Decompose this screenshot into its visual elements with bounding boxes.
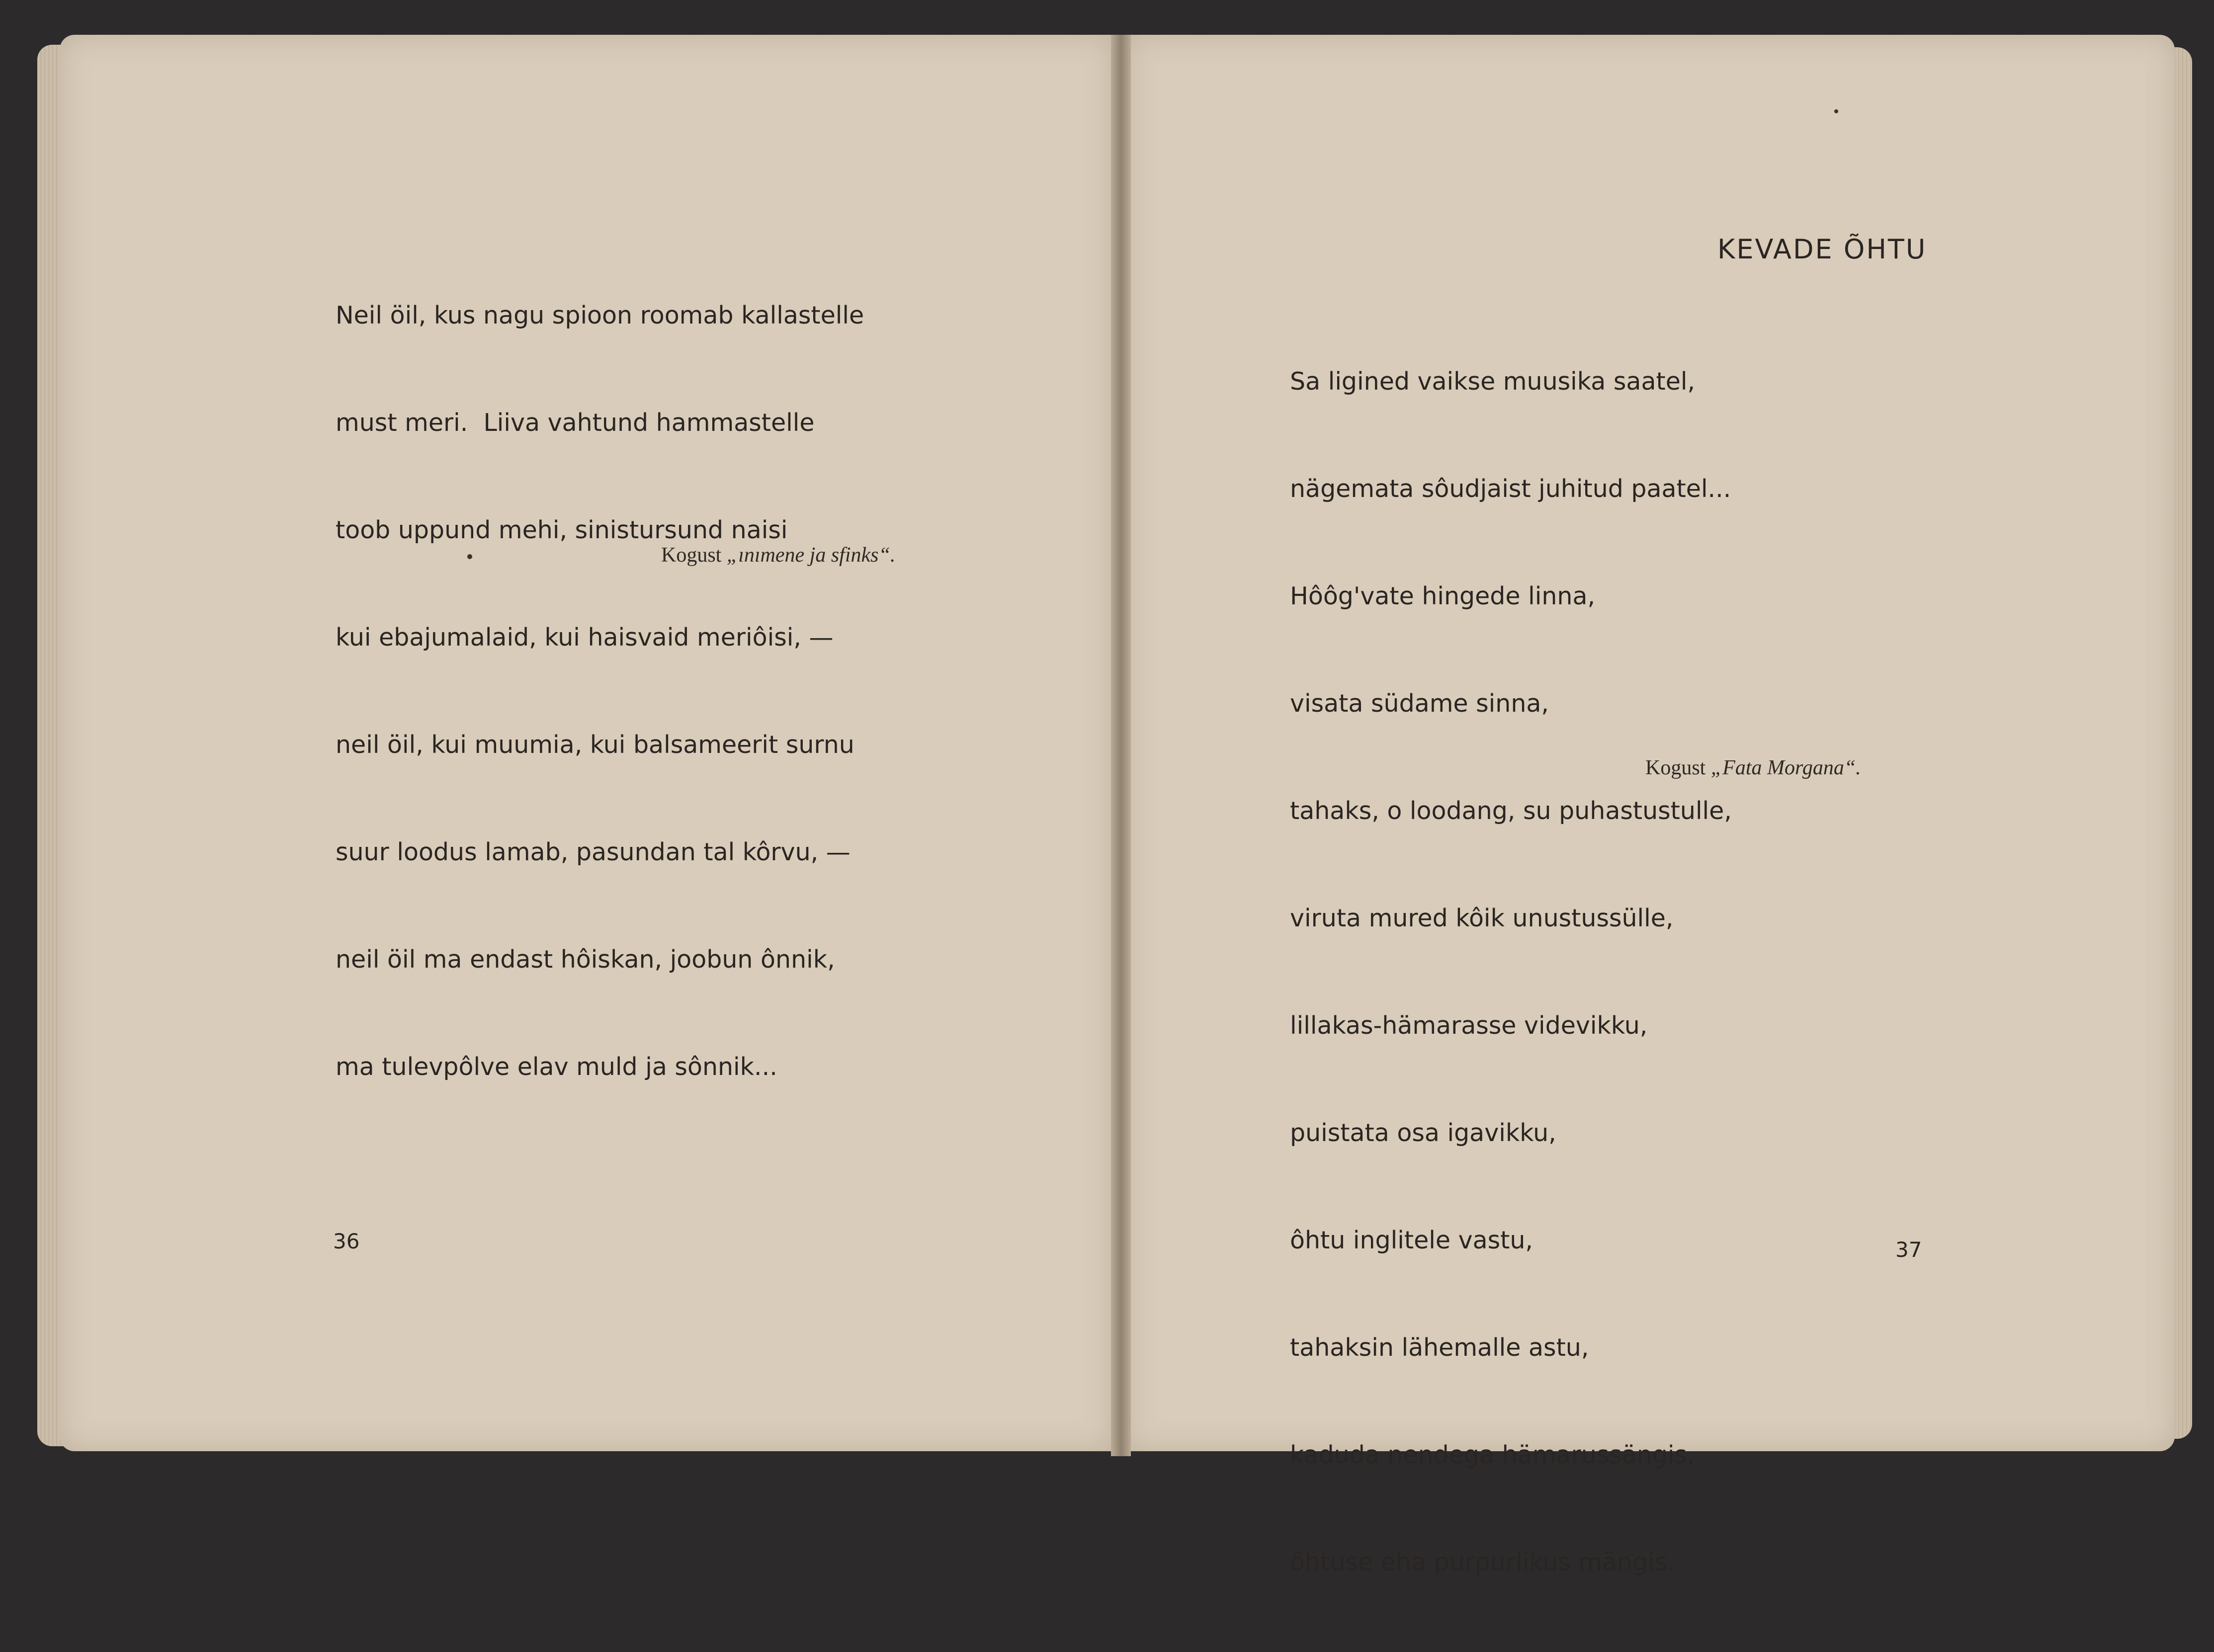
verse-line: Sa ligined vaikse muusika saatel,: [1290, 367, 1696, 396]
left-verse: [336, 226, 864, 1156]
poem-title: KEVADE ÕHTU: [1717, 234, 1927, 265]
page-number-right: 37: [1895, 1238, 1922, 1262]
left-source-citation: [661, 543, 895, 567]
source-title: „Fata Morgana“.: [1710, 756, 1861, 779]
verse-line: ôhtu inglitele vastu,: [1290, 1226, 1533, 1254]
verse-line: nägemata sôudjaist juhitud paatel...: [1290, 475, 1731, 503]
verse-line: ôhtuse eha purpurlikus mängis.: [1290, 1548, 1675, 1576]
verse-line: suur loodus lamab, pasundan tal kôrvu, —: [336, 838, 851, 866]
verse-line: visata südame sinna,: [1290, 689, 1549, 718]
verse-line: Neil öil, kus nagu spioon roomab kallastelle: [336, 301, 864, 330]
verse-line: tahaks, o loodang, su puhastustulle,: [1290, 797, 1732, 825]
page-number-left: 36: [333, 1229, 360, 1253]
ink-speck: [1834, 109, 1838, 113]
right-source-citation: [1645, 756, 1861, 780]
right-verse: [1290, 292, 1732, 1652]
source-prefix: Kogust: [1645, 756, 1706, 779]
verse-line: viruta mured kôik unustussülle,: [1290, 904, 1674, 932]
verse-line: ma tulevpôlve elav muld ja sônnik...: [336, 1053, 777, 1081]
verse-line: puistata osa igavikku,: [1290, 1119, 1556, 1147]
book-gutter: [1111, 35, 1131, 1456]
source-title: „ınımene ja sfinks“.: [726, 544, 896, 567]
verse-line: neil öil ma endast hôiskan, joobun ônnik,: [336, 945, 835, 974]
source-prefix: Kogust: [661, 544, 722, 567]
verse-line: toob uppund mehi, sinistursund naisi: [336, 516, 788, 544]
verse-line: kaduda nendega hämarussängis,: [1290, 1441, 1695, 1469]
verse-line: neil öil, kui muumia, kui balsameerit surnu: [336, 731, 854, 759]
verse-line: tahaksin lähemalle astu,: [1290, 1333, 1589, 1362]
ink-speck: [467, 554, 472, 559]
verse-line: kui ebajumalaid, kui haisvaid meriôisi, —: [336, 623, 834, 652]
verse-line: must meri. Liiva vahtund hammastelle: [336, 409, 815, 437]
verse-line: lillakas-hämarasse videvikku,: [1290, 1011, 1648, 1040]
verse-line: Hôôg'vate hingede linna,: [1290, 582, 1596, 610]
